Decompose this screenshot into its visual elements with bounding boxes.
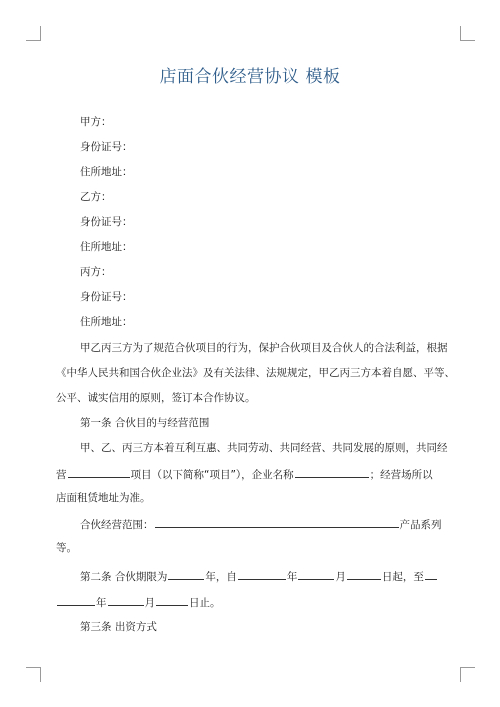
article-1-text: ；经营场所以 [369, 469, 433, 481]
party-b-address-label: 住所地址： [80, 241, 133, 253]
start-day-blank [347, 570, 381, 580]
project-name-blank [68, 468, 130, 478]
start-month-blank [298, 570, 334, 580]
end-day-blank [156, 596, 188, 606]
article-2-text: 年 [96, 597, 107, 609]
preamble-line-3: 公平、诚实信用的原则，签订本合作协议。 [56, 392, 256, 404]
party-b-label: 乙方： [80, 191, 112, 203]
party-a-label: 甲方： [80, 116, 112, 128]
business-scope-label: 合伙经营范围： [80, 519, 154, 531]
article-1-text: 项目（以下简称“项目”），企业名称 [130, 469, 294, 481]
crop-mark-top-left [26, 26, 41, 41]
business-scope-tail: 产品系列 [399, 519, 442, 531]
party-b-id-label: 身份证号： [80, 216, 133, 228]
start-year-blank [238, 570, 286, 580]
article-1-text: 营 [56, 469, 67, 481]
crop-mark-top-right [460, 26, 475, 41]
article-1-para-line-2 [56, 468, 433, 481]
article-2-line-2 [56, 596, 221, 609]
article-2-line-1 [80, 570, 438, 583]
document-title: 店面合伙经营协议 模板 [159, 67, 341, 87]
end-month-blank [108, 596, 144, 606]
business-scope-line-2: 等。 [56, 542, 77, 554]
business-scope-line [80, 518, 442, 531]
party-a-address-label: 住所地址： [80, 166, 133, 178]
term-years-blank [168, 570, 204, 580]
company-name-blank [295, 468, 369, 478]
article-2-text: 年 [286, 571, 298, 583]
article-1-para-line-3: 店面租赁地址为准。 [56, 492, 151, 504]
crop-mark-bottom-left [26, 667, 41, 682]
article-2-text: 年，自 [205, 571, 237, 583]
end-year-blank [57, 596, 95, 606]
preamble-line-1: 甲乙丙三方为了规范合伙项目的行为，保护合伙项目及合伙人的合法利益，根据 [80, 342, 448, 354]
article-2-text: 月 [335, 571, 346, 583]
article-2-text: 日起，至 [381, 571, 424, 583]
business-scope-blank [155, 518, 399, 528]
party-c-label: 丙方： [80, 266, 112, 278]
article-2-text: 第二条 合伙期限为 [80, 571, 168, 583]
end-year-blank-start [425, 570, 437, 580]
article-1-para-line-1: 甲、乙、丙三方本着互利互惠、共同劳动、共同经营、共同发展的原则，共同经 [80, 442, 448, 454]
party-c-id-label: 身份证号： [80, 291, 133, 303]
article-3-heading: 第三条 出资方式 [80, 621, 157, 633]
article-2-text: 月 [144, 597, 155, 609]
preamble-line-2: 《中华人民共和国合伙企业法》及有关法律、法规规定，甲乙丙三方本着自愿、平等、 [56, 367, 455, 379]
crop-mark-bottom-right [460, 667, 475, 682]
article-2-text: 日止。 [189, 597, 221, 609]
article-1-heading: 第一条 合伙目的与经营范围 [80, 417, 210, 429]
party-c-address-label: 住所地址： [80, 316, 133, 328]
party-a-id-label: 身份证号： [80, 141, 133, 153]
